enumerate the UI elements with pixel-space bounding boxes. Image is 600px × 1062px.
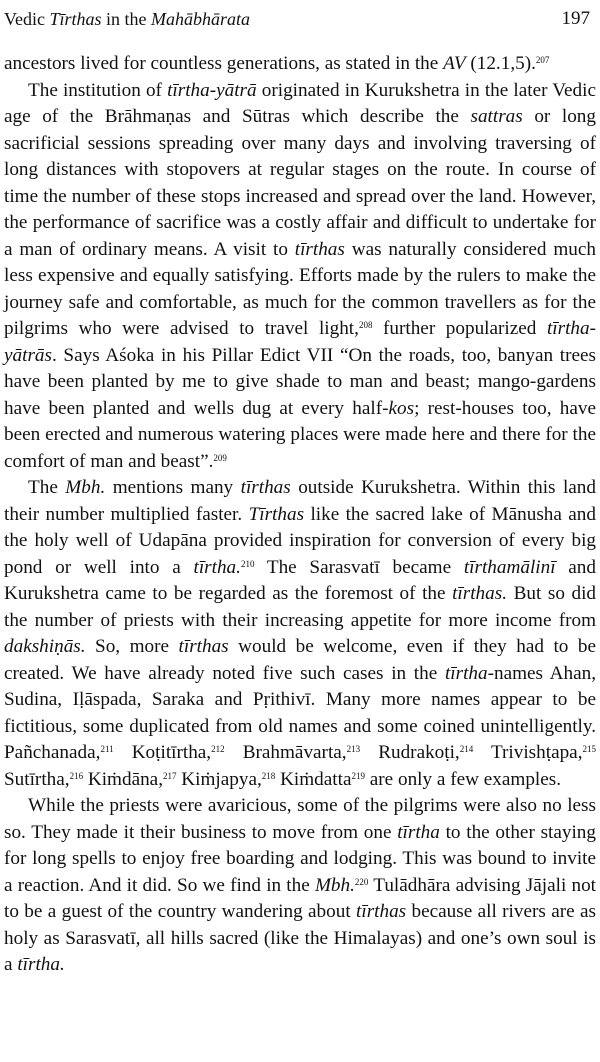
- running-title: Vedic Tīrthas in the Mahābhārata: [4, 9, 251, 29]
- footnote-ref: 211: [100, 744, 114, 754]
- footnote-ref: 217: [163, 770, 177, 781]
- footnote-ref: 207: [535, 55, 550, 65]
- footnote-ref: 212: [211, 744, 225, 754]
- footnote-ref: 208: [358, 320, 373, 330]
- footnote-ref: 213: [346, 744, 361, 754]
- body-text: [4, 51, 596, 979]
- page-number: 197: [561, 8, 590, 29]
- paragraph-3: The Mbh. mentions many tīrthas outside Kurukshetra. Within this land their number multiplied faster. Tīrthas like the sacred lake of Mānusha and the holy well of Udapāna provided inspiration for conversion of every big pond or well into a tīrtha.$^{210}$ The Sarasvatī became tīrthamālinī and Kurukshetra came to be regarded as the foremost of the tīrthas. But so did the number of priests with their increasing appetite for more income from dakshiṇās. So, more tīrthas would be welcome, even if they had to be created. We have already noted five such cases in the tīrtha-names Ahan, Sudina, Iḷāspada, Saraka and Pṛithivī. Many more names appear to be fictitious, some duplicated from old names and some coined unintelligently. Pañchanada,$^{211}$ Koṭitīrtha,$^{212}$ Brahmāvarta,$^{213}$ Rudrakoṭi,$^{214}$ Trivishṭapa,$^{215}$ Sutīrtha,$^{216}$ Kiṁdāna,$^{217}$ Kiṁjapya,$^{218}$ Kiṁdatta$^{219}$ are only a few examples.: [4, 477, 596, 790]
- paragraph-4: While the priests were avaricious, some of the pilgrims were also no less so. They made it their business to move from one tīrtha to the other staying for long spells to enjoy free boarding and lodging. This was bound to invite a reaction. And it did. So we find in the Mbh.$^{220}$ Tulādhāra advising Jājali not to be a guest of the country wandering about tīrthas because all rivers are as holy as Sarasvatī, all hills sacred (like the Himalayas) and one’s own soul is a tīrtha.: [4, 795, 596, 975]
- footnote-ref: 218: [261, 770, 276, 781]
- footnote-ref: 220: [354, 876, 369, 887]
- footnote-ref: 209: [213, 452, 227, 463]
- footnote-ref: 214: [459, 744, 474, 754]
- footnote-ref: 219: [351, 770, 365, 781]
- running-head: [4, 4, 594, 34]
- footnote-ref: 215: [582, 744, 596, 754]
- footnote-ref: 216: [69, 770, 84, 781]
- paragraph-2: The institution of tīrtha-yātrā originated in Kurukshetra in the later Vedic age of the Brāhmaṇas and Sūtras which describe the sattras or long sacrificial sessions spreading over many days and involving traversing of long distances with stopovers at regular stages on the route. In course of time the number of these stops increased and spread over the land. However, the performance of sacrifice was a costly affair and difficult to undertake for a man of ordinary means. A visit to tīrthas was naturally considered much less expensive and equally satisfying. Efforts made by the rulers to make the journey safe and comfortable, as much for the common travellers as for the pilgrims who were advised to travel light,$^{208}$ further popularized tīrtha-yātrās. Says Aśoka in his Pillar Edict VII “On the roads, too, banyan trees have been planted by me to give shade to man and beast; mango-gardens have been planted and wells dug at every half-kos; rest-houses too, have been erected and numerous watering places were made here and there for the comfort of man and beast”.$^{209}$: [4, 79, 596, 472]
- footnote-ref: 210: [240, 558, 255, 569]
- paragraph-1: ancestors lived for countless generations, as stated in the AV (12.1,5).$^{207}$: [4, 53, 550, 74]
